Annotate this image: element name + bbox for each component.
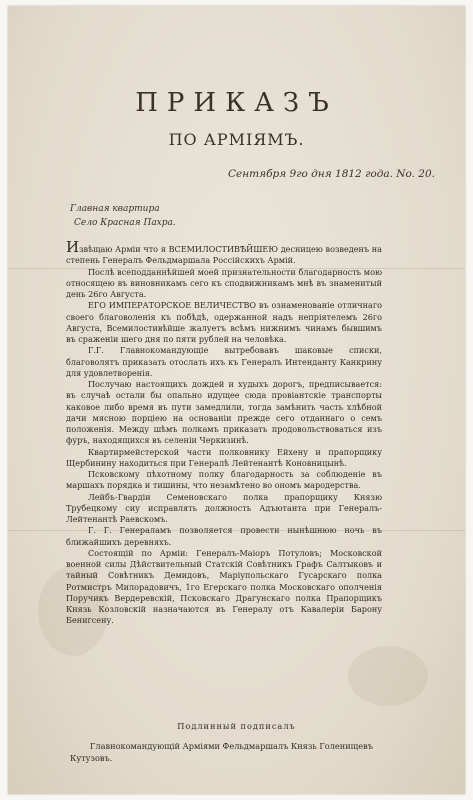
document-subtitle: ПО АРМІЯМЪ. bbox=[168, 130, 305, 149]
paragraph: Лейбъ-Гвардіи Семеновскаго полка прапорщику Князю Трубецкому сиу исправлять должность Адъютанта при Генералъ-Лейтенантѣ Раевскомъ. bbox=[66, 491, 382, 524]
document-sheet bbox=[8, 6, 465, 794]
signature-line: Главнокомандующій Арміями Фельдмаршалъ Князь Голенищевъ Кутузовъ. bbox=[70, 741, 373, 763]
headquarters-block bbox=[70, 202, 176, 230]
paragraph: Извѣщаю Арміи что я ВСЕМИЛОСТИВѢЙШЕЮ десницею возведенъ на степень Генералъ Фельдмаршала Россійскихъ Армій. bbox=[66, 238, 382, 266]
paragraph: Г. Г. Генераламъ позволяется провести нынѣшнюю ночь въ ближайшихъ деревняхъ. bbox=[66, 525, 382, 547]
paragraph: Послѣ всеподданнѣйшей моей признательности благодарность мою относящею въ виновникамъ сего къ сподвижникамъ мнѣ въ знаменитый день 26го Августа. bbox=[66, 266, 382, 299]
order-body bbox=[66, 238, 382, 627]
paragraph: Г.Г. Главнокомандующіе вытребовавъ шаковые списки, благоволятъ приказать отослать ихъ къ Генералъ Интенданту Канкрину для удовлетворенія. bbox=[66, 345, 382, 378]
date-line: Сентября 9го дня 1812 года. No. 20. bbox=[228, 168, 435, 180]
paragraph: ЕГО ИМПЕРАТОРСКОЕ ВЕЛИЧЕСТВО въ ознаменованіе отличнаго своего благоволенія къ побѣдѣ, одержанной надъ непріятелемъ 26го Августа, Всемилостивѣйше жалуетъ всѣмъ нижнимъ чинамъ бывшимъ въ сраженіи шего дня по пяти рублей на человѣка. bbox=[66, 300, 382, 344]
headquarters-place: Село Красная Пахра. bbox=[74, 218, 176, 228]
paragraph: Состоящій по Арміи: Генералъ-Маіоръ Потуловъ; Московской военной силы Дѣйствительный Статскій Совѣтникъ Графъ Салтыковъ и тайный Совѣтникъ Демидовъ, Маріупольскаго Гусарскаго полка Ротмистръ Милорадовичъ, 1го Егерскаго полка Московскаго ополченія Поручикъ Вердеревскій, Псковскаго Драгунскаго полка Прапорщикъ Князь Козловскій назначаются въ Генералу отъ Кавалеріи Барону Бенигсену. bbox=[66, 547, 382, 626]
paragraph: Послучаю настоящихъ дождей и худыхъ дорогъ, предписывается: въ случаѣ остали бы опально идущее сюда провіантскіе транспорты каковое либо время въ пути замедлили, тогда замѣнить часть хлѣбной дачи мясною порціею на основаніи прежде сего отданнаго о семъ положенія. Между шѣмъ полкамъ приказать продовольствоваться изъ фуръ, находящихся въ селеніи Черкизинѣ. bbox=[66, 379, 382, 446]
signed-label: Подлинный подписалъ bbox=[177, 721, 296, 731]
paper-stain bbox=[348, 646, 428, 706]
document-title: ПРИКАЗЪ bbox=[135, 88, 338, 118]
paragraph: Квартирмейстерской части полковнику Ейхену и прапорщику Щербинину находиться при Генералѣ Лейтенантѣ Коновницынѣ. bbox=[66, 446, 382, 468]
headquarters-line: Главная квартира bbox=[70, 204, 160, 214]
paragraph: Псковскому пѣхотному полку благодарность за соблюденіе въ маршахъ порядка и тишины, что незамѣтено во ономъ мародерства. bbox=[66, 469, 382, 491]
